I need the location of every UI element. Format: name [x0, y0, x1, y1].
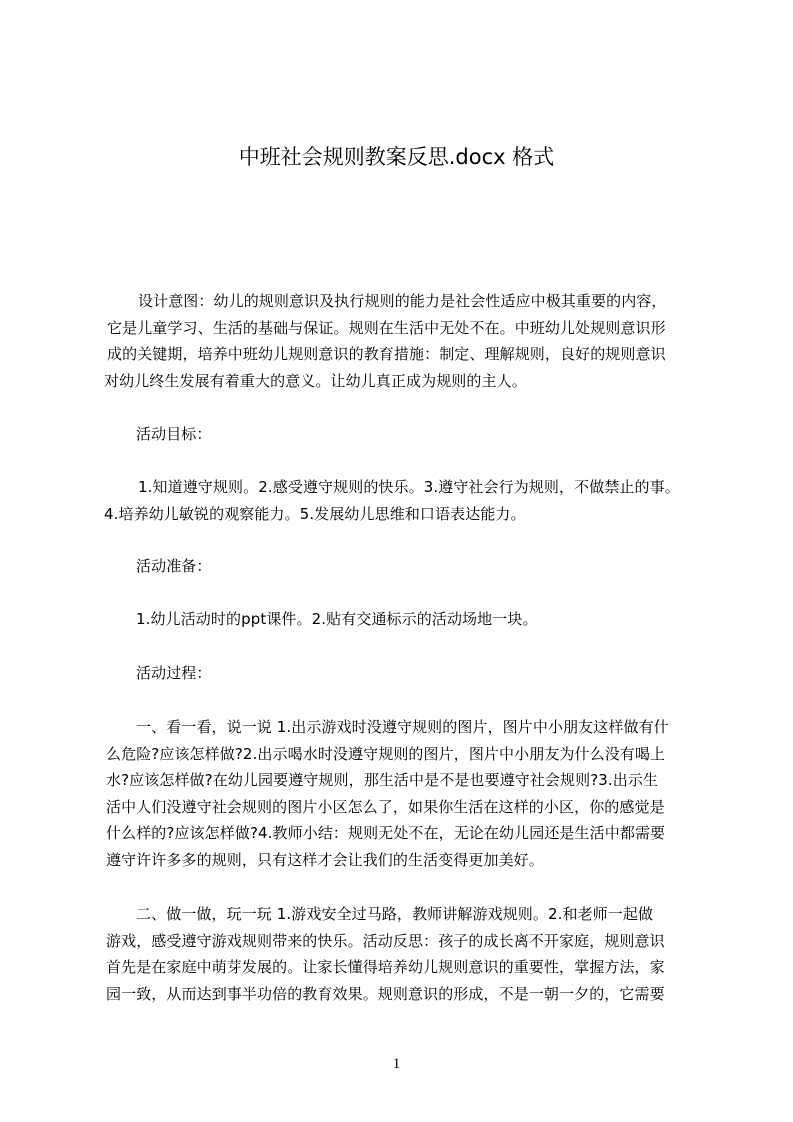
do-and-play-paragraph — [106, 901, 706, 1007]
section-heading: 活动准备： — [136, 557, 212, 575]
text-line: 一、看一看，说一说 1.出示游戏时没遵守规则的图片，图片中小朋友这样做有什 — [136, 718, 669, 736]
text-line: 什么样的?应该怎样做?4.教师小结：规则无处不在，无论在幼儿园还是生活中都需要 — [106, 824, 666, 842]
text-line: 二、做一做，玩一玩 1.游戏安全过马路，教师讲解游戏规则。2.和老师一起做 — [136, 905, 654, 923]
activity-goals-paragraph — [104, 474, 724, 527]
text-line: 活中人们没遵守社会规则的图片小区怎么了，如果你生活在这样的小区，你的感觉是 — [106, 797, 665, 816]
activity-process-heading — [136, 660, 212, 687]
text-line: 园一致，从而达到事半功倍的教育效果。规则意识的形成，不是一朝一夕的，它需要 — [106, 984, 665, 1003]
text-line: 成的关键期，培养中班幼儿规则意识的教育措施：制定、理解规则，良好的规则意识 — [107, 345, 666, 363]
text-line: 1.知道遵守规则。2.感受遵守规则的快乐。3.遵守社会行为规则，不做禁止的事。 — [138, 478, 680, 496]
text-line: 遵守许许多多的规则，只有这样才会让我们的生活变得更加美好。 — [106, 850, 544, 869]
text-line: 设计意图：幼儿的规则意识及执行规则的能力是社会性适应中极其重要的内容， — [138, 292, 667, 310]
text-line: 首先是在家庭中萌芽发展的。让家长懂得培养幼儿规则意识的重要性，掌握方法，家 — [106, 958, 665, 976]
activity-preparation-heading — [136, 553, 212, 580]
text-line: 4.培养幼儿敏锐的观察能力。5.发展幼儿思维和口语表达能力。 — [104, 504, 526, 523]
design-intent-paragraph — [104, 288, 704, 394]
text-line: 水?应该怎样做?在幼儿园要遵守规则，那生活中是不是也要遵守社会规则?3.出示生 — [106, 771, 659, 789]
section-heading: 活动目标： — [136, 425, 212, 443]
activity-preparation-paragraph — [136, 606, 538, 633]
text-line: 对幼儿终生发展有着重大的意义。让幼儿真正成为规则的主人。 — [104, 371, 527, 390]
page-number: 1 — [392, 1056, 401, 1072]
text-line: 1.幼儿活动时的ppt课件。2.贴有交通标示的活动场地一块。 — [136, 610, 538, 628]
activity-goals-heading — [136, 421, 212, 448]
activity-process-paragraph — [106, 714, 706, 873]
section-heading: 活动过程： — [136, 664, 212, 682]
text-line: 么危险?应该怎样做?2.出示喝水时没遵守规则的图片，图片中小朋友为什么没有喝上 — [106, 744, 666, 763]
text-line: 它是儿童学习、生活的基础与保证。规则在生活中无处不在。中班幼儿处规则意识形 — [107, 318, 666, 337]
text-line: 游戏，感受遵守游戏规则带来的快乐。活动反思：孩子的成长离不开家庭，规则意识 — [106, 931, 665, 950]
document-title: 中班社会规则教案反思.docx 格式 — [238, 145, 555, 169]
